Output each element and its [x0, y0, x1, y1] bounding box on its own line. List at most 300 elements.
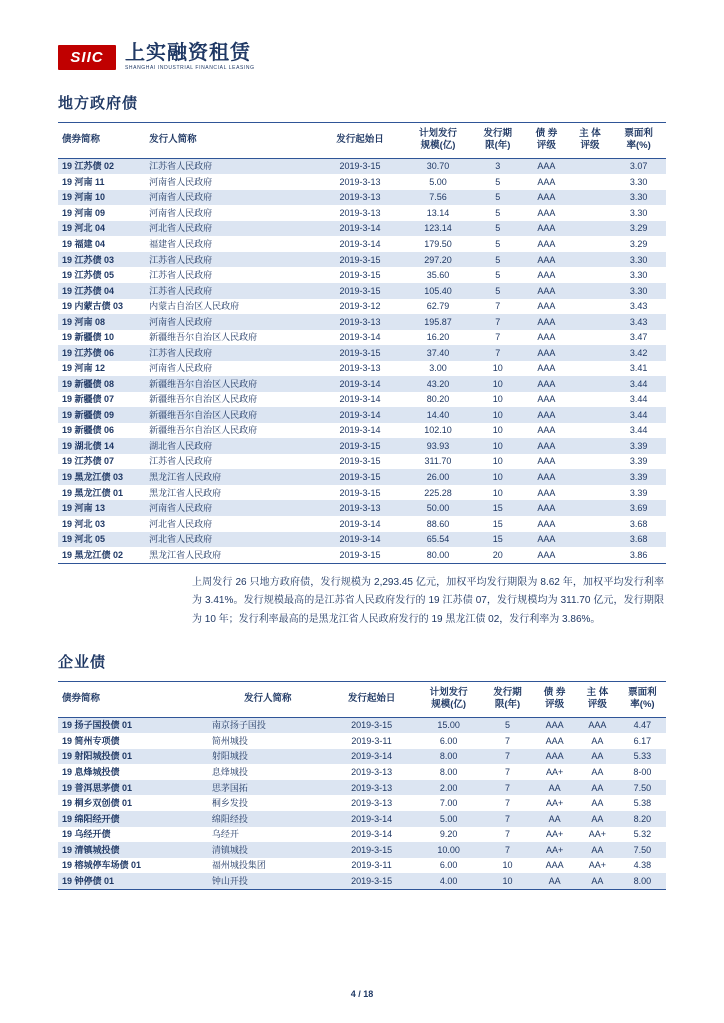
table-row	[58, 532, 666, 548]
cell-bond-rating: AAA	[524, 283, 569, 299]
cell-planned-size: 10.00	[415, 842, 481, 858]
cell-bond-rating: AAA	[524, 158, 569, 174]
cell-issuer: 思茅国拓	[208, 780, 328, 796]
cell-issuer: 新疆维吾尔自治区人民政府	[149, 394, 258, 405]
col-header-issuer: 发行人简称	[208, 682, 328, 718]
cell-coupon-rate: 3.86	[611, 547, 666, 563]
brand-text	[125, 43, 255, 71]
table-row	[58, 842, 666, 858]
cell-term: 7	[495, 332, 501, 343]
cell-issuer: 福州城投集团	[211, 860, 266, 871]
corporate-table-head	[58, 682, 666, 718]
cell-issuer: 河北省人民政府	[145, 532, 315, 548]
table-row	[58, 454, 666, 470]
cell-coupon-rate: 3.30	[611, 252, 666, 268]
table-row	[58, 438, 666, 454]
cell-planned-size: 179.50	[424, 239, 452, 249]
table-row	[58, 469, 666, 485]
table-row	[58, 858, 666, 874]
cell-issue-date: 2019-3-14	[328, 811, 416, 827]
col-header-coupon-rate: 票面利 率(%)	[619, 682, 666, 718]
cell-issuer-rating	[569, 407, 612, 423]
table-row	[58, 361, 666, 377]
cell-bond-rating: AAA	[524, 500, 569, 516]
cell-issuer: 江苏省人民政府	[145, 158, 315, 174]
cell-term: 15	[471, 500, 524, 516]
cell-bond-name: 19 息烽城投债	[62, 767, 120, 777]
table-row	[58, 827, 666, 843]
cell-bond-name: 19 桐乡双创债 01	[62, 798, 133, 809]
table-row	[58, 423, 666, 439]
cell-issue-date: 2019-3-14	[328, 749, 416, 765]
col-header-coupon-rate: 票面利 率(%)	[611, 123, 666, 159]
cell-issuer: 新疆维吾尔自治区人民政府	[145, 407, 315, 423]
cell-coupon-rate: 3.44	[629, 394, 648, 405]
cell-planned-size: 8.00	[439, 767, 458, 777]
cell-bond-name: 19 河南 10	[58, 190, 145, 206]
cell-issuer-rating: AA	[591, 767, 604, 777]
cell-issuer: 射阳城投	[208, 749, 328, 765]
cell-issuer-rating: AA	[591, 798, 604, 809]
col-header-issue-date: 发行起始日	[315, 123, 404, 159]
cell-coupon-rate: 5.32	[633, 829, 652, 840]
cell-bond-rating: AAA	[537, 176, 556, 187]
cell-term: 7	[505, 767, 511, 777]
cell-planned-size: 4.00	[415, 873, 481, 889]
cell-coupon-rate: 3.30	[611, 283, 666, 299]
cell-term: 7	[505, 829, 511, 840]
cell-issuer: 江苏省人民政府	[145, 345, 315, 361]
table-row	[58, 190, 666, 206]
cell-issuer: 河北省人民政府	[145, 221, 315, 237]
cell-bond-name: 19 清镇城投债	[58, 842, 208, 858]
table-header-row	[58, 682, 666, 718]
cell-issue-date: 2019-3-15	[315, 438, 404, 454]
siic-logo-icon: SIIC	[58, 45, 116, 70]
cell-coupon-rate: 3.43	[629, 301, 648, 312]
cell-issue-date: 2019-3-15	[328, 873, 416, 889]
cell-bond-name: 19 河北 04	[58, 221, 145, 237]
cell-issuer: 河南省人民政府	[145, 190, 315, 206]
cell-issuer: 南京扬子国投	[208, 717, 328, 733]
cell-bond-name: 19 黑龙江债 01	[62, 487, 124, 498]
cell-issue-date: 2019-3-11	[351, 860, 392, 871]
cell-bond-name: 19 黑龙江债 02	[58, 547, 145, 563]
cell-bond-name: 19 新疆债 08	[58, 376, 145, 392]
cell-bond-name: 19 钟停债 01	[58, 873, 208, 889]
cell-planned-size: 3.00	[429, 363, 447, 374]
cell-coupon-rate: 3.39	[629, 487, 648, 498]
cell-term: 5	[471, 190, 524, 206]
cell-issue-date: 2019-3-13	[315, 190, 404, 206]
cell-issuer: 福建省人民政府	[149, 239, 213, 249]
cell-term: 5	[495, 239, 501, 249]
brand-header	[58, 40, 666, 74]
cell-issue-date: 2019-3-14	[315, 376, 404, 392]
cell-issue-date: 2019-3-15	[315, 158, 404, 174]
cell-issuer-rating	[569, 469, 612, 485]
table-row	[58, 733, 666, 749]
cell-issuer: 桐乡发投	[211, 798, 248, 809]
table-row	[58, 283, 666, 299]
cell-term: 7	[471, 345, 524, 361]
cell-issue-date: 2019-3-15	[315, 547, 404, 563]
cell-issuer-rating: AA	[576, 811, 619, 827]
cell-term: 7	[482, 811, 533, 827]
cell-coupon-rate: 3.68	[629, 518, 648, 529]
cell-planned-size: 105.40	[405, 283, 472, 299]
cell-bond-rating: AAA	[545, 860, 564, 871]
cell-issuer-rating	[569, 438, 612, 454]
cell-planned-size: 2.00	[415, 780, 481, 796]
cell-issuer-rating	[569, 299, 612, 315]
cell-planned-size: 15.00	[415, 717, 481, 733]
cell-issue-date: 2019-3-14	[339, 332, 381, 343]
cell-issuer: 黑龙江省人民政府	[149, 487, 222, 498]
cell-planned-size: 93.93	[405, 438, 472, 454]
brand-name-en: SHANGHAI INDUSTRIAL FINANCIAL LEASING	[125, 64, 255, 71]
cell-issuer-rating	[569, 252, 612, 268]
table-row	[58, 407, 666, 423]
cell-issuer-rating: AA	[576, 780, 619, 796]
cell-term: 5	[495, 270, 501, 281]
cell-issue-date: 2019-3-14	[339, 518, 381, 529]
cell-coupon-rate: 3.44	[611, 376, 666, 392]
col-header-bond-rating: 债 券 评级	[524, 123, 569, 159]
table-row	[58, 780, 666, 796]
cell-coupon-rate: 3.44	[629, 425, 648, 436]
cell-bond-name: 19 江苏债 06	[58, 345, 145, 361]
cell-issuer: 河南省人民政府	[149, 363, 213, 374]
cell-term: 10	[492, 425, 503, 436]
cell-planned-size: 5.00	[415, 811, 481, 827]
cell-coupon-rate: 8.20	[619, 811, 666, 827]
page-number: 4 / 18	[350, 989, 374, 999]
cell-issuer-rating	[569, 423, 612, 439]
cell-planned-size: 43.20	[405, 376, 472, 392]
cell-issuer-rating: AA+	[588, 860, 607, 871]
cell-issuer: 简州城投	[211, 735, 248, 746]
cell-bond-name: 19 新疆债 09	[58, 407, 145, 423]
cell-issue-date: 2019-3-15	[315, 252, 404, 268]
cell-bond-name: 19 江苏债 02	[58, 158, 145, 174]
cell-coupon-rate: 3.39	[629, 456, 648, 467]
cell-issue-date: 2019-3-15	[339, 456, 381, 467]
cell-bond-name: 19 普洱思茅债 01	[58, 780, 208, 796]
cell-coupon-rate: 3.30	[629, 270, 648, 281]
cell-issue-date: 2019-3-15	[315, 345, 404, 361]
cell-planned-size: 8.00	[415, 749, 481, 765]
cell-issuer: 黑龙江省人民政府	[145, 547, 315, 563]
cell-bond-rating: AAA	[537, 301, 556, 312]
cell-term: 10	[471, 438, 524, 454]
col-header-planned-size: 计划发行 规模(亿)	[405, 123, 472, 159]
cell-bond-rating: AAA	[537, 425, 556, 436]
cell-issuer-rating	[569, 392, 612, 408]
cell-issuer-rating: AA	[576, 749, 619, 765]
cell-issuer-rating	[569, 532, 612, 548]
cell-planned-size: 80.00	[405, 547, 472, 563]
cell-coupon-rate: 3.68	[611, 532, 666, 548]
cell-issuer-rating	[569, 205, 612, 221]
cell-issuer-rating	[569, 345, 612, 361]
cell-term: 5	[495, 176, 501, 187]
cell-issuer: 江苏省人民政府	[145, 252, 315, 268]
cell-issue-date: 2019-3-14	[315, 407, 404, 423]
cell-bond-rating: AAA	[537, 394, 556, 405]
col-header-issue-date: 发行起始日	[328, 682, 416, 718]
cell-planned-size: 225.28	[424, 487, 452, 498]
cell-bond-rating: AAA	[524, 438, 569, 454]
section-title-local-gov: 地方政府债	[58, 95, 139, 112]
cell-bond-rating: AAA	[524, 469, 569, 485]
cell-issuer: 河北省人民政府	[149, 518, 213, 529]
table-row	[58, 205, 666, 221]
cell-term: 10	[471, 376, 524, 392]
cell-bond-rating: AA+	[533, 842, 576, 858]
cell-bond-name: 19 乌经开债	[62, 829, 111, 840]
cell-bond-rating: AAA	[533, 717, 576, 733]
cell-term: 7	[482, 749, 533, 765]
table-row	[58, 764, 666, 780]
cell-issue-date: 2019-3-14	[339, 394, 381, 405]
table-row	[58, 717, 666, 733]
section-title-corporate: 企业债	[58, 654, 107, 672]
cell-term: 10	[471, 407, 524, 423]
col-header-issuer: 发行人简称	[145, 123, 315, 159]
cell-coupon-rate: 3.30	[629, 176, 648, 187]
table-row	[58, 811, 666, 827]
cell-bond-rating: AAA	[524, 407, 569, 423]
cell-issue-date: 2019-3-13	[339, 207, 381, 218]
cell-term: 7	[505, 798, 511, 809]
cell-issuer: 乌经开	[211, 829, 239, 840]
cell-planned-size: 37.40	[405, 345, 472, 361]
cell-issuer: 内蒙古自治区人民政府	[149, 301, 240, 312]
cell-term: 10	[492, 487, 503, 498]
cell-bond-rating: AAA	[524, 547, 569, 563]
cell-bond-name: 19 河南 09	[62, 207, 106, 218]
cell-issuer: 河南省人民政府	[145, 314, 315, 330]
table-row	[58, 252, 666, 268]
table-row	[58, 221, 666, 237]
cell-coupon-rate: 3.47	[629, 332, 648, 343]
cell-issuer-rating	[569, 236, 612, 252]
cell-issue-date: 2019-3-13	[339, 176, 381, 187]
cell-coupon-rate: 3.39	[611, 438, 666, 454]
cell-planned-size: 50.00	[405, 500, 472, 516]
cell-coupon-rate: 3.30	[629, 207, 648, 218]
cell-coupon-rate: 5.38	[633, 798, 652, 809]
cell-bond-rating: AA	[533, 873, 576, 889]
cell-issue-date: 2019-3-15	[315, 469, 404, 485]
cell-term: 10	[482, 873, 533, 889]
cell-coupon-rate: 3.29	[611, 221, 666, 237]
cell-coupon-rate: 5.33	[619, 749, 666, 765]
cell-issuer-rating	[569, 158, 612, 174]
cell-coupon-rate: 3.30	[611, 190, 666, 206]
cell-issue-date: 2019-3-14	[351, 829, 393, 840]
cell-issue-date: 2019-3-13	[351, 798, 393, 809]
cell-bond-name: 19 内蒙古债 03	[62, 301, 124, 312]
table-header-row	[58, 123, 666, 159]
cell-planned-size: 30.70	[405, 158, 472, 174]
cell-issuer-rating: AA	[576, 873, 619, 889]
cell-bond-name: 19 湖北债 14	[58, 438, 145, 454]
col-header-term: 发行期 限(年)	[482, 682, 533, 718]
cell-bond-name: 19 河南 13	[58, 500, 145, 516]
cell-issuer: 江苏省人民政府	[149, 456, 213, 467]
table-row	[58, 795, 666, 811]
cell-issuer-rating: AAA	[576, 717, 619, 733]
cell-bond-rating: AAA	[533, 749, 576, 765]
table-row	[58, 376, 666, 392]
local-gov-table-body	[58, 158, 666, 563]
local-gov-table-head	[58, 123, 666, 159]
cell-issue-date: 2019-3-14	[315, 532, 404, 548]
table-row	[58, 485, 666, 501]
brand-name-cn: 上实融资租赁	[125, 41, 251, 64]
table-row	[58, 500, 666, 516]
cell-planned-size: 14.40	[405, 407, 472, 423]
table-row	[58, 314, 666, 330]
cell-planned-size: 65.54	[405, 532, 472, 548]
cell-bond-name: 19 河南 12	[62, 363, 106, 374]
cell-planned-size: 26.00	[405, 469, 472, 485]
cell-bond-name: 19 河南 08	[58, 314, 145, 330]
cell-planned-size: 80.20	[426, 394, 450, 405]
cell-issuer: 江苏省人民政府	[149, 270, 213, 281]
cell-bond-name: 19 江苏债 03	[58, 252, 145, 268]
cell-issue-date: 2019-3-14	[315, 221, 404, 237]
cell-term: 3	[471, 158, 524, 174]
cell-bond-name: 19 榕城停车场债 01	[62, 860, 142, 871]
cell-bond-rating: AAA	[545, 735, 564, 746]
cell-coupon-rate: 3.39	[611, 469, 666, 485]
cell-term: 20	[471, 547, 524, 563]
cell-issuer: 新疆维吾尔自治区人民政府	[149, 425, 258, 436]
cell-term: 10	[502, 860, 513, 871]
col-header-planned-size: 计划发行 规模(亿)	[415, 682, 481, 718]
cell-issuer-rating	[569, 330, 612, 346]
cell-bond-rating: AAA	[537, 207, 556, 218]
col-header-bond-rating: 债 券 评级	[533, 682, 576, 718]
table-row	[58, 299, 666, 315]
cell-issue-date: 2019-3-13	[351, 767, 393, 777]
cell-bond-rating: AAA	[524, 532, 569, 548]
local-gov-summary-paragraph: 上周发行 26 只地方政府债，发行规模为 2,293.45 亿元，加权平均发行期限为 8.62 年，加权平均发行利率为 3.41%。发行规模最高的是江苏省人民政府发行的 19 江苏债 07，发行规模均为 311.70 亿元，发行期限为 10 年；发行利率最高的是黑龙江省人民政府发行的 19 黑龙江债 02，发行利率为 3.86%。	[192, 576, 664, 625]
cell-issue-date: 2019-3-11	[351, 735, 392, 746]
table-row	[58, 873, 666, 889]
cell-bond-name: 19 扬子国投债 01	[58, 717, 208, 733]
cell-term: 7	[495, 301, 501, 312]
cell-coupon-rate: 7.50	[619, 780, 666, 796]
cell-term: 7	[471, 314, 524, 330]
cell-issue-date: 2019-3-14	[339, 239, 381, 249]
table-row	[58, 516, 666, 532]
cell-term: 7	[505, 735, 511, 746]
col-header-issuer-rating: 主 体 评级	[569, 123, 612, 159]
cell-issuer-rating: AA	[576, 842, 619, 858]
cell-term: 10	[492, 456, 503, 467]
cell-coupon-rate: 3.42	[611, 345, 666, 361]
cell-issuer-rating	[569, 376, 612, 392]
cell-term: 5	[471, 221, 524, 237]
cell-issuer: 河南省人民政府	[149, 207, 213, 218]
cell-bond-rating: AAA	[524, 345, 569, 361]
cell-coupon-rate: 6.17	[633, 735, 652, 746]
cell-issue-date: 2019-3-15	[328, 842, 416, 858]
cell-issue-date: 2019-3-15	[328, 717, 416, 733]
cell-bond-rating: AA	[533, 780, 576, 796]
cell-issuer: 新疆维吾尔自治区人民政府	[149, 332, 258, 343]
cell-planned-size: 62.79	[426, 301, 450, 312]
col-header-bond-name: 债券简称	[58, 682, 208, 718]
cell-planned-size: 311.70	[424, 456, 452, 467]
cell-bond-rating: AA	[533, 811, 576, 827]
table-row	[58, 267, 666, 283]
cell-issuer-rating	[569, 500, 612, 516]
table-row	[58, 749, 666, 765]
cell-term: 15	[471, 532, 524, 548]
cell-bond-name: 19 射阳城投债 01	[58, 749, 208, 765]
cell-issue-date: 2019-3-15	[339, 270, 381, 281]
cell-bond-name: 19 黑龙江债 03	[58, 469, 145, 485]
cell-bond-name: 19 江苏债 04	[58, 283, 145, 299]
cell-issuer-rating	[569, 516, 612, 532]
cell-issuer-rating	[569, 314, 612, 330]
cell-issuer: 河南省人民政府	[149, 176, 213, 187]
cell-bond-rating: AAA	[524, 190, 569, 206]
cell-coupon-rate: 4.47	[619, 717, 666, 733]
cell-term: 10	[471, 469, 524, 485]
col-header-term: 发行期 限(年)	[471, 123, 524, 159]
cell-bond-rating: AAA	[524, 314, 569, 330]
cell-issuer: 河南省人民政府	[145, 500, 315, 516]
cell-term: 7	[482, 780, 533, 796]
table-row	[58, 345, 666, 361]
cell-issuer: 黑龙江省人民政府	[145, 469, 315, 485]
cell-bond-name: 19 河北 05	[58, 532, 145, 548]
cell-bond-name: 19 福建 04	[62, 239, 106, 249]
cell-bond-name: 19 新疆债 10	[62, 332, 115, 343]
cell-bond-name: 19 简州专项债	[62, 735, 120, 746]
cell-issue-date: 2019-3-13	[315, 500, 404, 516]
cell-term: 15	[492, 518, 503, 529]
cell-term: 5	[482, 717, 533, 733]
cell-bond-rating: AAA	[537, 456, 556, 467]
cell-bond-rating: AAA	[537, 270, 556, 281]
cell-coupon-rate: 3.43	[611, 314, 666, 330]
cell-issuer-rating	[569, 221, 612, 237]
cell-coupon-rate: 8.00	[619, 873, 666, 889]
cell-issuer: 新疆维吾尔自治区人民政府	[145, 376, 315, 392]
table-row	[58, 158, 666, 174]
cell-issuer-rating	[569, 267, 612, 283]
cell-planned-size: 16.20	[426, 332, 450, 343]
cell-planned-size: 102.10	[424, 425, 452, 436]
cell-bond-name: 19 江苏债 07	[62, 456, 115, 467]
cell-issuer-rating	[569, 361, 612, 377]
cell-bond-name: 19 绵阳经开债	[58, 811, 208, 827]
cell-planned-size: 5.00	[429, 176, 447, 187]
cell-coupon-rate: 3.44	[611, 407, 666, 423]
cell-coupon-rate: 3.29	[629, 239, 648, 249]
cell-issue-date: 2019-3-15	[315, 283, 404, 299]
cell-planned-size: 13.14	[426, 207, 450, 218]
cell-term: 5	[471, 252, 524, 268]
cell-term: 10	[492, 363, 503, 374]
